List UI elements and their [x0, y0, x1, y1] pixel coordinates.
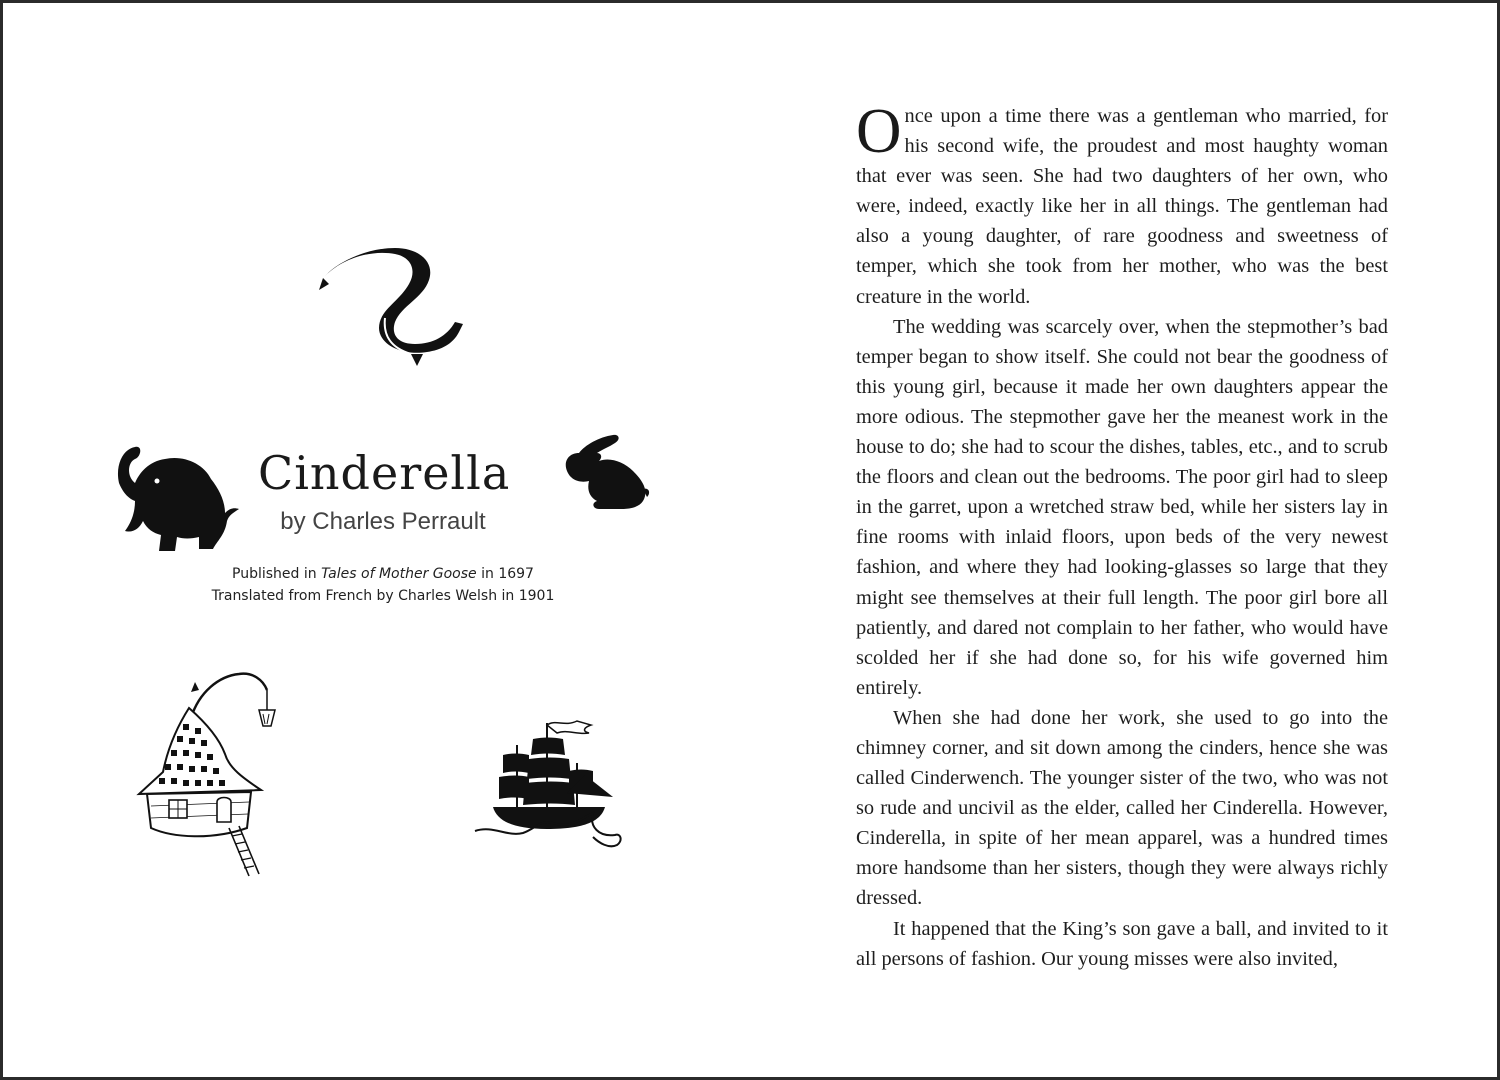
published-work-title: Tales of Mother Goose	[321, 566, 477, 582]
ribbon-icon	[315, 248, 463, 370]
story-paragraph-4: It happened that the King’s son gave a ball, and invited to it all persons of fashion. Our young misses were also invited,	[856, 917, 1388, 970]
story-text	[856, 96, 1388, 974]
title-page	[3, 3, 753, 1077]
translated-line: Translated from French by Charles Welsh in 1901	[211, 588, 555, 604]
story-paragraph-2: The wedding was scarcely over, when the stepmother’s bad temper began to show itself. She could not bear the goodness of this young girl, because it made her own daughters appear the more odious. The stepmother gave her the meanest work in the house to do; she had to scour the dishes, tables, etc., and to scrub the floors and clean out the bedrooms. The poor girl had to sleep in the garret, upon a wretched straw bed, while her sisters lay in fine rooms with inlaid floors, upon beds of the very newest fashion, and where they had looking-glasses so large that they might see themselves at their full length. The poor girl bore all patiently, and dared not complain to her father, who would have scolded her if she had done so, for his wife governed him entirely.	[856, 315, 1388, 699]
book-author: by Charles Perrault	[280, 508, 486, 535]
book-spread	[3, 3, 1497, 1077]
drop-cap: O	[856, 96, 902, 166]
publication-info	[163, 563, 603, 607]
book-title: Cinderella	[258, 446, 511, 500]
rabbit-icon	[559, 431, 651, 511]
elephant-icon	[113, 443, 243, 555]
published-line: Published in Tales of Mother Goose in 1697	[232, 566, 534, 582]
treehouse-icon	[133, 668, 281, 880]
story-paragraph-1: Once upon a time there was a gentleman who married, for his second wife, the proudest and most haughty woman that ever was seen. She had two daughters of her own, who were, indeed, exactly like her in all things. The gentleman had also a young daughter, of rare goodness and sweetness of temper, which she took from her mother, who was the best creature in the world.	[856, 96, 1388, 308]
ship-icon	[473, 715, 625, 850]
story-paragraph-3: When she had done her work, she used to go into the chimney corner, and sit down among the cinders, hence she was called Cinderwench. The younger sister of the two, who was not so rude and uncivil as the elder, called her Cinderella. However, Cinderella, in spite of her mean apparel, was a hundred times more handsome than her sisters, though they were always richly dressed.	[856, 706, 1388, 910]
